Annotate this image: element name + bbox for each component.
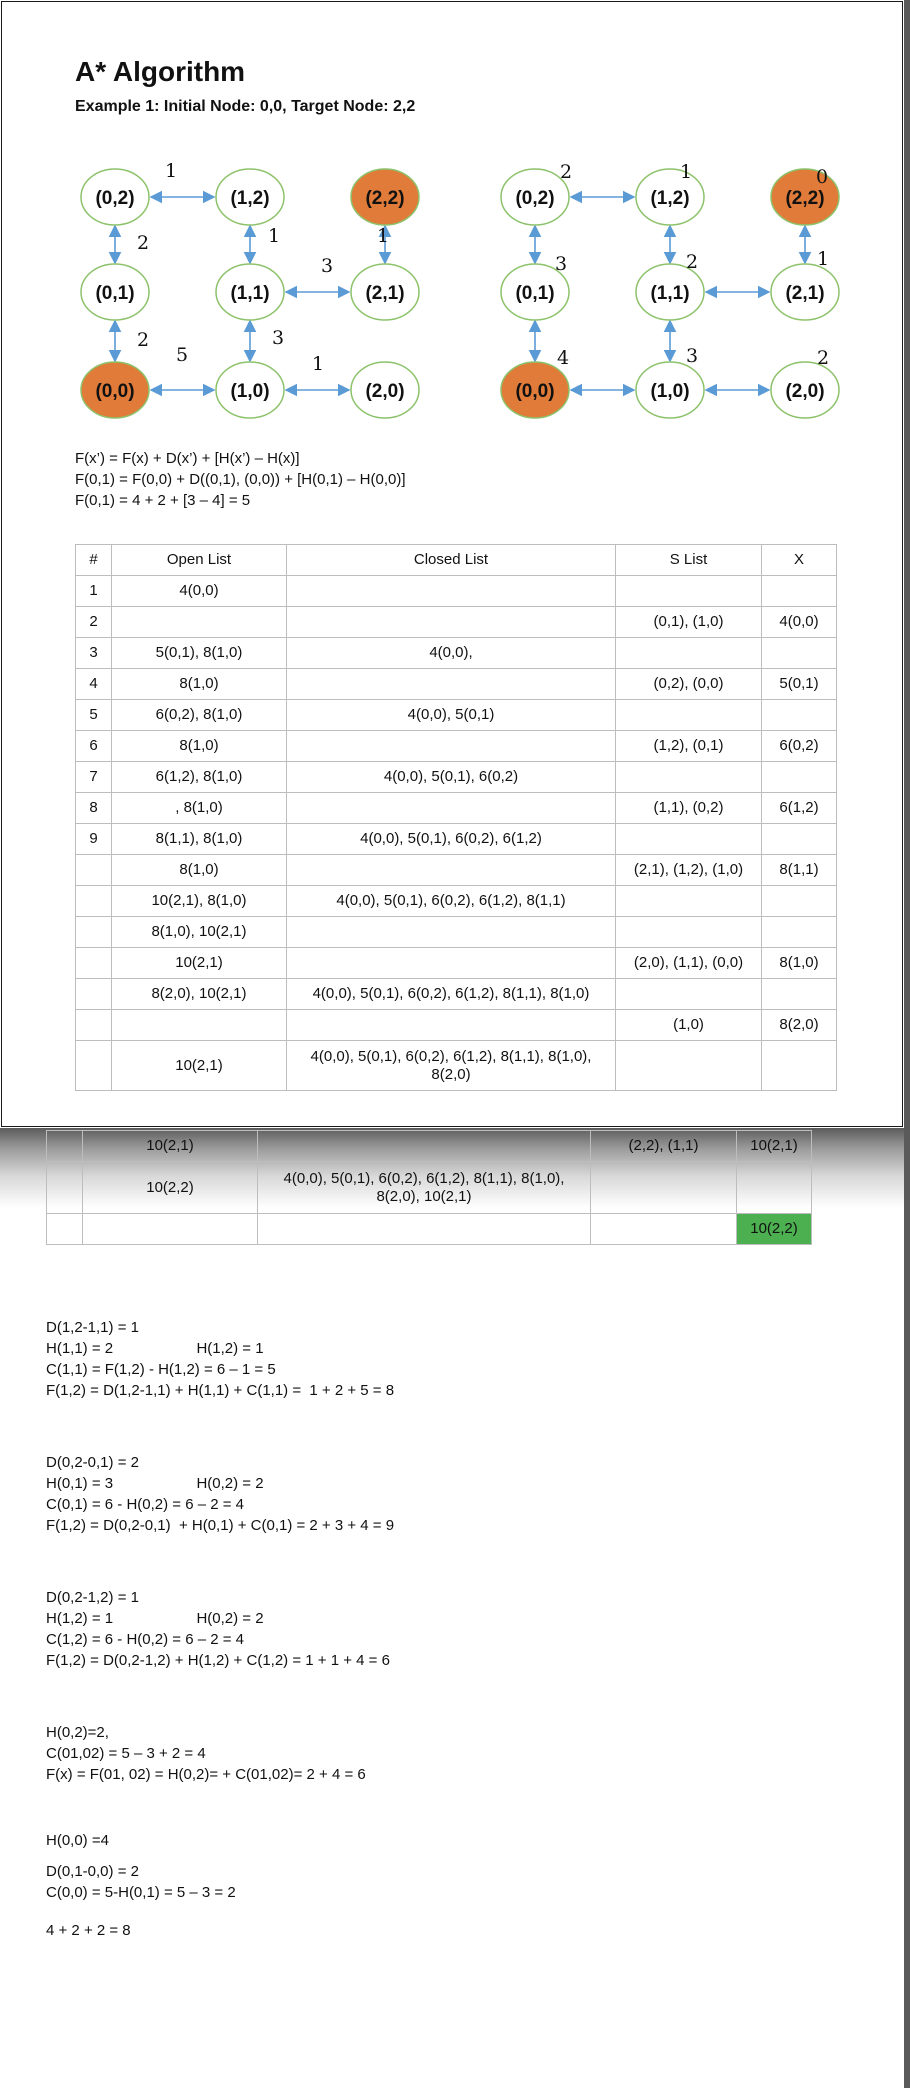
table-cell xyxy=(616,638,762,669)
table-cell xyxy=(616,824,762,855)
calc-note xyxy=(46,1722,366,1785)
table-cell: 4(0,0) xyxy=(112,576,287,607)
table-cell: 6(0,2), 8(1,0) xyxy=(112,700,287,731)
graph-node-label: (2,2) xyxy=(785,188,825,209)
table-row xyxy=(76,917,837,948)
table-cell: 8 xyxy=(76,793,112,824)
table-cell xyxy=(287,948,616,979)
table-row xyxy=(76,731,837,762)
table-cell xyxy=(287,669,616,700)
table-cell xyxy=(591,1214,737,1245)
table-cell: 8(2,0) xyxy=(762,1010,837,1041)
table-cell xyxy=(112,607,287,638)
heuristic-weight: 3 xyxy=(555,253,568,275)
heuristic-weight: 3 xyxy=(272,327,285,349)
calc-line: C(0,0) = 5-H(0,1) = 5 – 3 = 2 xyxy=(46,1884,236,1901)
formula-line: F(0,1) = 4 + 2 + [3 – 4] = 5 xyxy=(75,492,251,509)
table-cell xyxy=(737,1162,812,1214)
graph-node-label: (0,0) xyxy=(95,381,135,402)
table-cell: 4(0,0), 5(0,1) xyxy=(287,700,616,731)
graph-node-label: (1,0) xyxy=(650,381,690,402)
graph-node-label: (0,1) xyxy=(515,283,555,304)
calc-line: D(0,2-0,1) = 2 xyxy=(46,1454,139,1471)
table-cell xyxy=(762,824,837,855)
heuristic-weight: 4 xyxy=(557,347,570,369)
table-cell: (2,1), (1,2), (1,0) xyxy=(616,855,762,886)
graph-node-label: (0,2) xyxy=(515,188,555,209)
search-table-continued xyxy=(46,1130,812,1245)
table-cell: 10(2,1) xyxy=(83,1131,258,1162)
page-subtitle: Example 1: Initial Node: 0,0, Target Node: 2,2 xyxy=(75,98,416,115)
calc-line: C(01,02) = 5 – 3 + 2 = 4 xyxy=(46,1745,206,1762)
table-cell xyxy=(76,1010,112,1041)
graph-node-label: (1,1) xyxy=(230,283,270,304)
heuristic-weight: 1 xyxy=(312,353,325,375)
table-cell: 9 xyxy=(76,824,112,855)
heuristic-weight: 0 xyxy=(816,166,829,188)
table-cell: 8(1,1), 8(1,0) xyxy=(112,824,287,855)
calc-line: C(1,2) = 6 - H(0,2) = 6 – 2 = 4 xyxy=(46,1631,245,1648)
table-cell xyxy=(762,576,837,607)
calc-line: D(1,2-1,1) = 1 xyxy=(46,1319,139,1336)
formula-line: F(x’) = F(x) + D(x’) + [H(x’) – H(x)] xyxy=(75,450,300,467)
table-cell xyxy=(616,917,762,948)
table-cell xyxy=(762,762,837,793)
graph-node-label: (1,0) xyxy=(230,381,270,402)
table-cell: (0,2), (0,0) xyxy=(616,669,762,700)
calc-line: F(1,2) = D(0,2-1,2) + H(1,2) + C(1,2) = 1 + 1 + 4 = 6 xyxy=(46,1652,390,1669)
table-cell: 10(2,2) xyxy=(83,1162,258,1214)
table-cell: (0,1), (1,0) xyxy=(616,607,762,638)
table-cell xyxy=(47,1214,83,1245)
table-cell: 5 xyxy=(76,700,112,731)
graph-node-label: (1,1) xyxy=(650,283,690,304)
calc-note xyxy=(46,1861,236,1903)
graph-node-label: (0,0) xyxy=(515,381,555,402)
table-row xyxy=(76,793,837,824)
table-cell xyxy=(287,607,616,638)
formula-block xyxy=(75,448,406,511)
heuristic-weight: 5 xyxy=(176,344,189,366)
table-header-cell: Open List xyxy=(112,545,287,576)
heuristic-weight: 2 xyxy=(137,329,150,351)
table-cell: 6 xyxy=(76,731,112,762)
table-cell xyxy=(258,1214,591,1245)
graph-node-label: (0,2) xyxy=(95,188,135,209)
table-cell xyxy=(762,886,837,917)
table-cell: 6(1,2) xyxy=(762,793,837,824)
table-cell xyxy=(83,1214,258,1245)
table-cell: 4(0,0), 5(0,1), 6(0,2), 6(1,2) xyxy=(287,824,616,855)
table-cell: 4(0,0), 5(0,1), 6(0,2), 6(1,2), 8(1,1), 8(1,0), 8(2,0), 10(2,1) xyxy=(258,1162,591,1214)
table-cell: 1 xyxy=(76,576,112,607)
calc-line: F(x) = F(01, 02) = H(0,2)= + C(01,02)= 2 + 4 = 6 xyxy=(46,1766,366,1783)
calc-line: H(1,1) = 2 H(1,2) = 1 xyxy=(46,1340,264,1357)
window-edge xyxy=(904,0,910,2088)
table-cell xyxy=(616,576,762,607)
table-row xyxy=(76,669,837,700)
table-cell xyxy=(287,917,616,948)
table-cell: 10(2,1) xyxy=(112,948,287,979)
table-cell: 4(0,0), 5(0,1), 6(0,2), 6(1,2), 8(1,1), 8(1,0) xyxy=(287,979,616,1010)
table-row xyxy=(76,824,837,855)
table-cell: 10(2,1), 8(1,0) xyxy=(112,886,287,917)
table-cell xyxy=(76,1041,112,1091)
table-cell: 6(1,2), 8(1,0) xyxy=(112,762,287,793)
calc-note xyxy=(46,1920,131,1941)
table-cell xyxy=(287,731,616,762)
heuristic-weight: 2 xyxy=(137,232,150,254)
table-cell xyxy=(47,1162,83,1214)
graph-right xyxy=(490,150,890,430)
table-cell xyxy=(76,886,112,917)
calc-note xyxy=(46,1317,394,1401)
calc-line: F(1,2) = D(0,2-0,1) + H(0,1) + C(0,1) = 2 + 3 + 4 = 9 xyxy=(46,1517,395,1534)
table-row xyxy=(76,855,837,886)
calc-note xyxy=(46,1830,109,1851)
graph-left xyxy=(70,150,470,430)
heuristic-weight: 2 xyxy=(560,161,573,183)
table-cell xyxy=(762,917,837,948)
table-cell: 8(1,0) xyxy=(112,669,287,700)
graph-node-label: (2,0) xyxy=(785,381,825,402)
calc-line: H(0,2)=2, xyxy=(46,1724,109,1741)
table-cell: 4(0,0), 5(0,1), 6(0,2) xyxy=(287,762,616,793)
table-cell xyxy=(47,1131,83,1162)
table-cell xyxy=(616,762,762,793)
graph-node-label: (2,0) xyxy=(365,381,405,402)
table-cell: 2 xyxy=(76,607,112,638)
table-row xyxy=(76,576,837,607)
table-cell: 8(1,0) xyxy=(112,855,287,886)
table-row xyxy=(76,948,837,979)
table-cell xyxy=(616,979,762,1010)
table-cell: 10(2,2) xyxy=(737,1214,812,1245)
table-row xyxy=(76,762,837,793)
graph-node-label: (2,2) xyxy=(365,188,405,209)
table-cell xyxy=(76,979,112,1010)
table-row xyxy=(76,979,837,1010)
table-cell: , 8(1,0) xyxy=(112,793,287,824)
table-cell: 4 xyxy=(76,669,112,700)
table-cell: 8(1,0), 10(2,1) xyxy=(112,917,287,948)
calc-line: H(1,2) = 1 H(0,2) = 2 xyxy=(46,1610,264,1627)
table-cell: (1,0) xyxy=(616,1010,762,1041)
heuristic-weight: 1 xyxy=(268,225,281,247)
heuristic-weight: 3 xyxy=(321,255,334,277)
table-cell xyxy=(76,948,112,979)
table-cell xyxy=(762,638,837,669)
table-row xyxy=(76,607,837,638)
table-header-cell: S List xyxy=(616,545,762,576)
table-cell: 10(2,1) xyxy=(737,1131,812,1162)
table-header-cell: Closed List xyxy=(287,545,616,576)
table-cell: 5(0,1) xyxy=(762,669,837,700)
table-cell xyxy=(616,886,762,917)
table-cell xyxy=(616,700,762,731)
heuristic-weight: 1 xyxy=(377,225,390,247)
graph-node-label: (2,1) xyxy=(365,283,405,304)
table-cell xyxy=(258,1131,591,1162)
heuristic-weight: 2 xyxy=(686,251,699,273)
search-table xyxy=(75,544,837,1091)
heuristic-weight: 3 xyxy=(686,345,699,367)
calc-line: C(1,1) = F(1,2) - H(1,2) = 6 – 1 = 5 xyxy=(46,1361,276,1378)
table-cell: 8(2,0), 10(2,1) xyxy=(112,979,287,1010)
table-cell xyxy=(287,793,616,824)
table-cell: 5(0,1), 8(1,0) xyxy=(112,638,287,669)
table-cell: 8(1,0) xyxy=(762,948,837,979)
calc-note xyxy=(46,1587,390,1671)
table-row xyxy=(76,545,837,576)
table-row xyxy=(47,1214,812,1245)
calc-line: D(0,1-0,0) = 2 xyxy=(46,1863,139,1880)
table-cell xyxy=(112,1010,287,1041)
table-cell xyxy=(287,1010,616,1041)
table-cell: 8(1,0) xyxy=(112,731,287,762)
heuristic-weight: 2 xyxy=(817,347,830,369)
table-cell: (2,0), (1,1), (0,0) xyxy=(616,948,762,979)
table-cell: 4(0,0), 5(0,1), 6(0,2), 6(1,2), 8(1,1), 8(1,0), 8(2,0) xyxy=(287,1041,616,1091)
table-cell: 4(0,0), xyxy=(287,638,616,669)
table-cell xyxy=(76,855,112,886)
graph-node-label: (1,2) xyxy=(650,188,690,209)
table-row xyxy=(76,638,837,669)
calc-line: 4 + 2 + 2 = 8 xyxy=(46,1922,131,1939)
heuristic-weight: 1 xyxy=(165,160,178,182)
table-cell xyxy=(762,700,837,731)
calc-line: D(0,2-1,2) = 1 xyxy=(46,1589,139,1606)
graph-node-label: (0,1) xyxy=(95,283,135,304)
table-row xyxy=(47,1131,812,1162)
table-cell xyxy=(287,576,616,607)
calc-line: H(0,0) =4 xyxy=(46,1832,109,1849)
table-row xyxy=(47,1162,812,1214)
table-cell xyxy=(762,1041,837,1091)
table-cell: 6(0,2) xyxy=(762,731,837,762)
table-cell: 4(0,0), 5(0,1), 6(0,2), 6(1,2), 8(1,1) xyxy=(287,886,616,917)
table-cell: 7 xyxy=(76,762,112,793)
table-row xyxy=(76,1041,837,1091)
table-row xyxy=(76,886,837,917)
table-cell: (1,1), (0,2) xyxy=(616,793,762,824)
page-title: A* Algorithm xyxy=(75,56,246,87)
table-cell: (1,2), (0,1) xyxy=(616,731,762,762)
calc-note xyxy=(46,1452,394,1536)
calc-line: F(1,2) = D(1,2-1,1) + H(1,1) + C(1,1) = 1 + 2 + 5 = 8 xyxy=(46,1382,395,1399)
table-header-cell: X xyxy=(762,545,837,576)
table-cell xyxy=(76,917,112,948)
table-cell xyxy=(591,1162,737,1214)
table-cell xyxy=(287,855,616,886)
table-cell xyxy=(616,1041,762,1091)
table-cell: (2,2), (1,1) xyxy=(591,1131,737,1162)
formula-line: F(0,1) = F(0,0) + D((0,1), (0,0)) + [H(0,1) – H(0,0)] xyxy=(75,471,406,488)
graph-node-label: (1,2) xyxy=(230,188,270,209)
table-cell: 4(0,0) xyxy=(762,607,837,638)
calc-line: H(0,1) = 3 H(0,2) = 2 xyxy=(46,1475,264,1492)
table-header-cell: # xyxy=(76,545,112,576)
graph-node-label: (2,1) xyxy=(785,283,825,304)
table-row xyxy=(76,1010,837,1041)
heuristic-weight: 1 xyxy=(680,161,693,183)
table-cell xyxy=(762,979,837,1010)
table-row xyxy=(76,700,837,731)
calc-line: C(0,1) = 6 - H(0,2) = 6 – 2 = 4 xyxy=(46,1496,245,1513)
table-cell: 10(2,1) xyxy=(112,1041,287,1091)
table-cell: 8(1,1) xyxy=(762,855,837,886)
table-cell: 3 xyxy=(76,638,112,669)
heuristic-weight: 1 xyxy=(817,248,830,270)
